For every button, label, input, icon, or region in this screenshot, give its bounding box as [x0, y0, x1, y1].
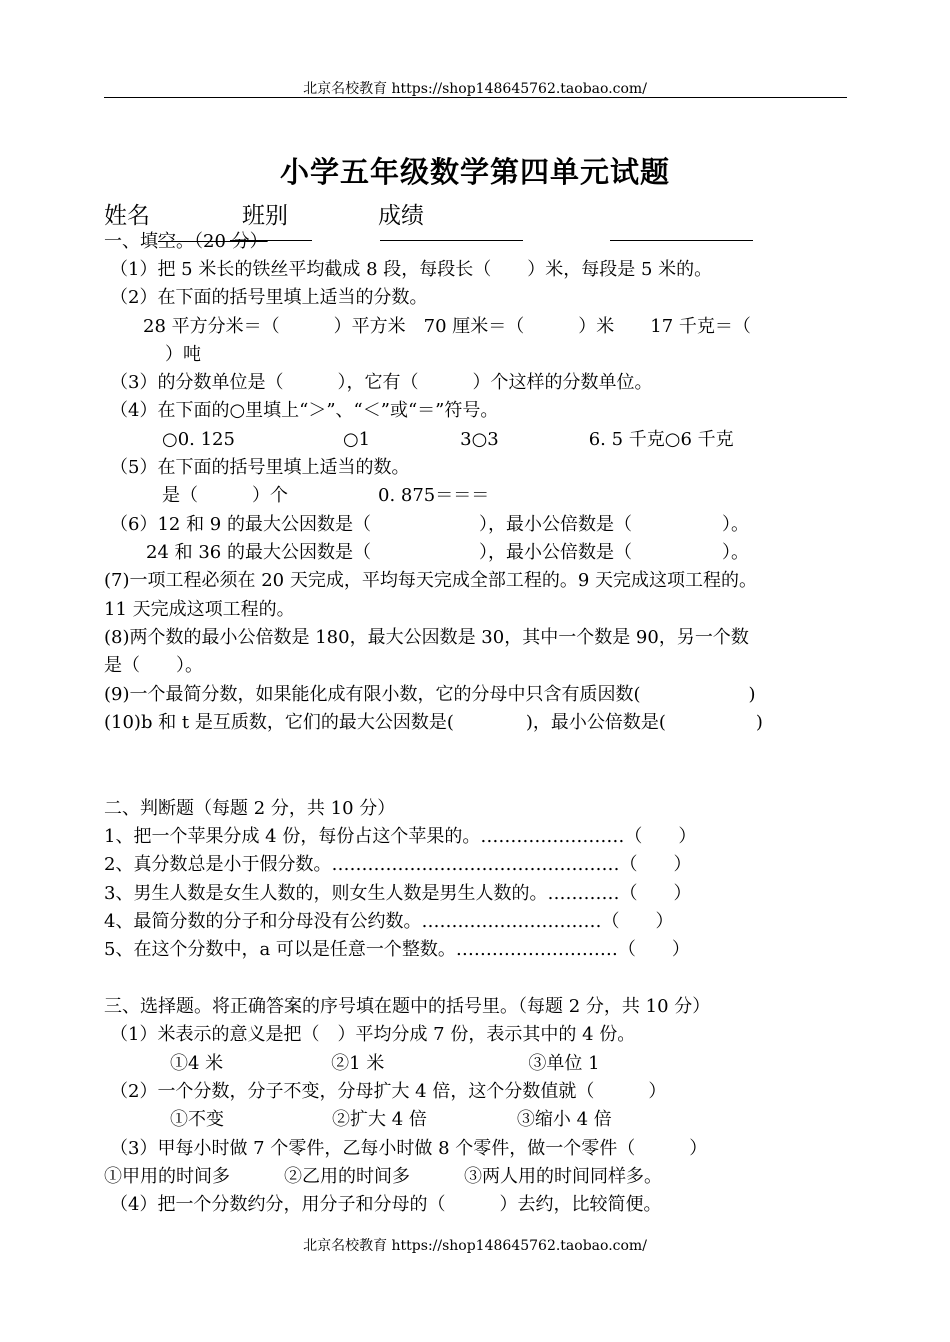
question-line: （1）把 5 米长的铁丝平均截成 8 段，每段长（ ）米，每段是 5 米的。: [110, 259, 713, 280]
judgment-item: 2、真分数总是小于假分数。…………………………………………（ ）: [104, 854, 692, 875]
page-header: 北京名校教育 https://shop148645762.taobao.com/: [303, 81, 647, 97]
choice-options: ①4 米 ②1 米 ③单位 1: [170, 1053, 600, 1074]
question-line: (7)一项工程必须在 20 天完成，平均每天完成全部工程的。9 天完成这项工程的。: [104, 570, 758, 591]
judgment-item: 4、最简分数的分子和分母没有公约数。…………………………（ ）: [104, 911, 674, 932]
question-line: (8)两个数的最小公倍数是 180，最大公因数是 30，其中一个数是 90，另一个数: [104, 627, 749, 648]
question-line: 28 平方分米＝（ ）平方米 70 厘米＝（ ）米 17 千克＝（: [143, 316, 751, 337]
choice-question: （1）米表示的意义是把（ ）平均分成 7 份，表示其中的 4 份。: [110, 1024, 636, 1045]
choice-question: （2）一个分数，分子不变，分母扩大 4 倍，这个分数值就（ ）: [110, 1081, 667, 1102]
question-line: 24 和 36 的最大公因数是（ ），最小公倍数是（ ）。: [146, 542, 749, 563]
class-blank[interactable]: [380, 240, 523, 241]
name-label: 姓名: [104, 203, 150, 229]
question-line: （3）的分数单位是（ ），它有（ ）个这样的分数单位。: [110, 372, 653, 393]
question-line: (9)一个最简分数，如果能化成有限小数，它的分母中只含有质因数( ): [104, 684, 756, 705]
page-title: 小学五年级数学第四单元试题: [279, 155, 670, 189]
question-line: （6）12 和 9 的最大公因数是（ ），最小公倍数是（ ）。: [110, 514, 749, 535]
question-line: ○0. 125 ○1 3○3 6. 5 千克○6 千克: [162, 429, 734, 450]
question-line: （5）在下面的括号里填上适当的数。: [110, 457, 410, 478]
question-line: 11 天完成这项工程的。: [104, 599, 295, 620]
section3-heading: 三、选择题。将正确答案的序号填在题中的括号里。（每题 2 分，共 10 分）: [104, 996, 711, 1017]
header-divider: [104, 97, 847, 98]
judgment-item: 3、男生人数是女生人数的，则女生人数是男生人数的。…………（ ）: [104, 883, 692, 904]
judgment-item: 1、把一个苹果分成 4 份，每份占这个苹果的。……………………（ ）: [104, 826, 697, 847]
section1-heading: [104, 228, 268, 256]
section1-heading-struck: 空。（20 分）: [158, 231, 268, 252]
choice-question: （3）甲每小时做 7 个零件，乙每小时做 8 个零件，做一个零件（ ）: [110, 1138, 708, 1159]
score-label: 成绩: [378, 203, 424, 229]
question-line: (10)b 和 t 是互质数，它们的最大公因数是( )，最小公倍数是( ): [104, 712, 763, 733]
section2-heading: 二、判断题（每题 2 分，共 10 分）: [104, 798, 396, 819]
question-line: ）吨: [165, 344, 201, 365]
name-blank[interactable]: [230, 240, 312, 241]
question-line: （2）在下面的括号里填上适当的分数。: [110, 287, 428, 308]
page-footer: 北京名校教育 https://shop148645762.taobao.com/: [303, 1238, 647, 1254]
score-blank[interactable]: [610, 240, 753, 241]
choice-question: （4）把一个分数约分，用分子和分母的（ ）去约，比较简便。: [110, 1194, 662, 1215]
section1-heading-prefix: 一、填: [104, 231, 158, 252]
judgment-item: 5、在这个分数中，a 可以是任意一个整数。………………………（ ）: [104, 939, 690, 960]
choice-options: ①甲用的时间多 ②乙用的时间多 ③两人用的时间同样多。: [104, 1166, 662, 1187]
question-line: 是（ ）。: [104, 655, 203, 676]
class-label: 班别: [242, 203, 288, 229]
choice-options: ①不变 ②扩大 4 倍 ③缩小 4 倍: [170, 1109, 612, 1130]
question-line: 是（ ）个 0. 875＝＝＝: [162, 485, 490, 506]
question-line: （4）在下面的○里填上“＞”、“＜”或“＝”符号。: [110, 400, 499, 421]
